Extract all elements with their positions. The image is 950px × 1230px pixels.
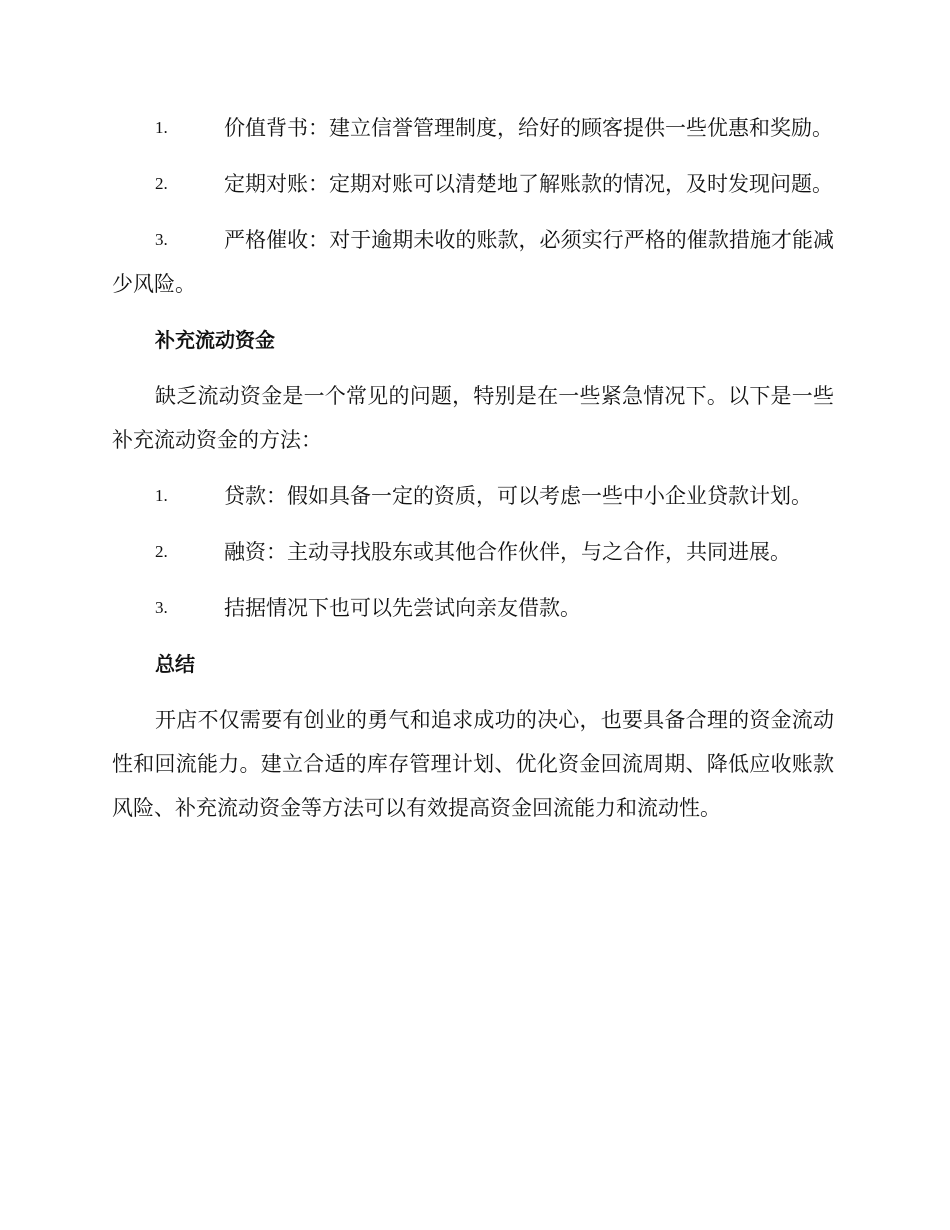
list-text: 严格催收：对于逾期未收的账款，必须实行严格的催款措施才能减少风险。	[112, 228, 834, 296]
list-number: 2.	[155, 174, 168, 193]
paragraph-summary: 开店不仅需要有创业的勇气和追求成功的决心，也要具备合理的资金流动性和回流能力。建立合适的库存管理计划、优化资金回流周期、降低应收账款风险、补充流动资金等方法可以有效提高资金回流能力和流动性。	[112, 708, 834, 820]
list-text: 贷款：假如具备一定的资质，可以考虑一些中小企业贷款计划。	[224, 484, 812, 508]
list-text: 拮据情况下也可以先尝试向亲友借款。	[224, 596, 581, 620]
list-number: 3.	[155, 230, 168, 249]
list-item	[112, 474, 834, 518]
list-text: 融资：主动寻找股东或其他合作伙伴，与之合作，共同进展。	[224, 540, 791, 564]
list-number: 1.	[155, 486, 168, 505]
list-item	[112, 106, 834, 150]
list-number: 2.	[155, 542, 168, 561]
document-page	[112, 106, 834, 842]
paragraph-liquidity-intro: 缺乏流动资金是一个常见的问题，特别是在一些紧急情况下。以下是一些补充流动资金的方法：	[112, 384, 834, 452]
list-item	[112, 162, 834, 206]
section-heading-summary: 总结	[155, 652, 195, 676]
list-number: 1.	[155, 118, 168, 137]
list-text: 定期对账：定期对账可以清楚地了解账款的情况，及时发现问题。	[224, 172, 833, 196]
list-item	[112, 530, 834, 574]
list-text: 价值背书：建立信誉管理制度，给好的顾客提供一些优惠和奖励。	[224, 116, 833, 140]
list-item	[112, 586, 834, 630]
list-number: 3.	[155, 598, 168, 617]
list-item	[112, 218, 834, 306]
section-heading-liquidity: 补充流动资金	[155, 328, 275, 352]
